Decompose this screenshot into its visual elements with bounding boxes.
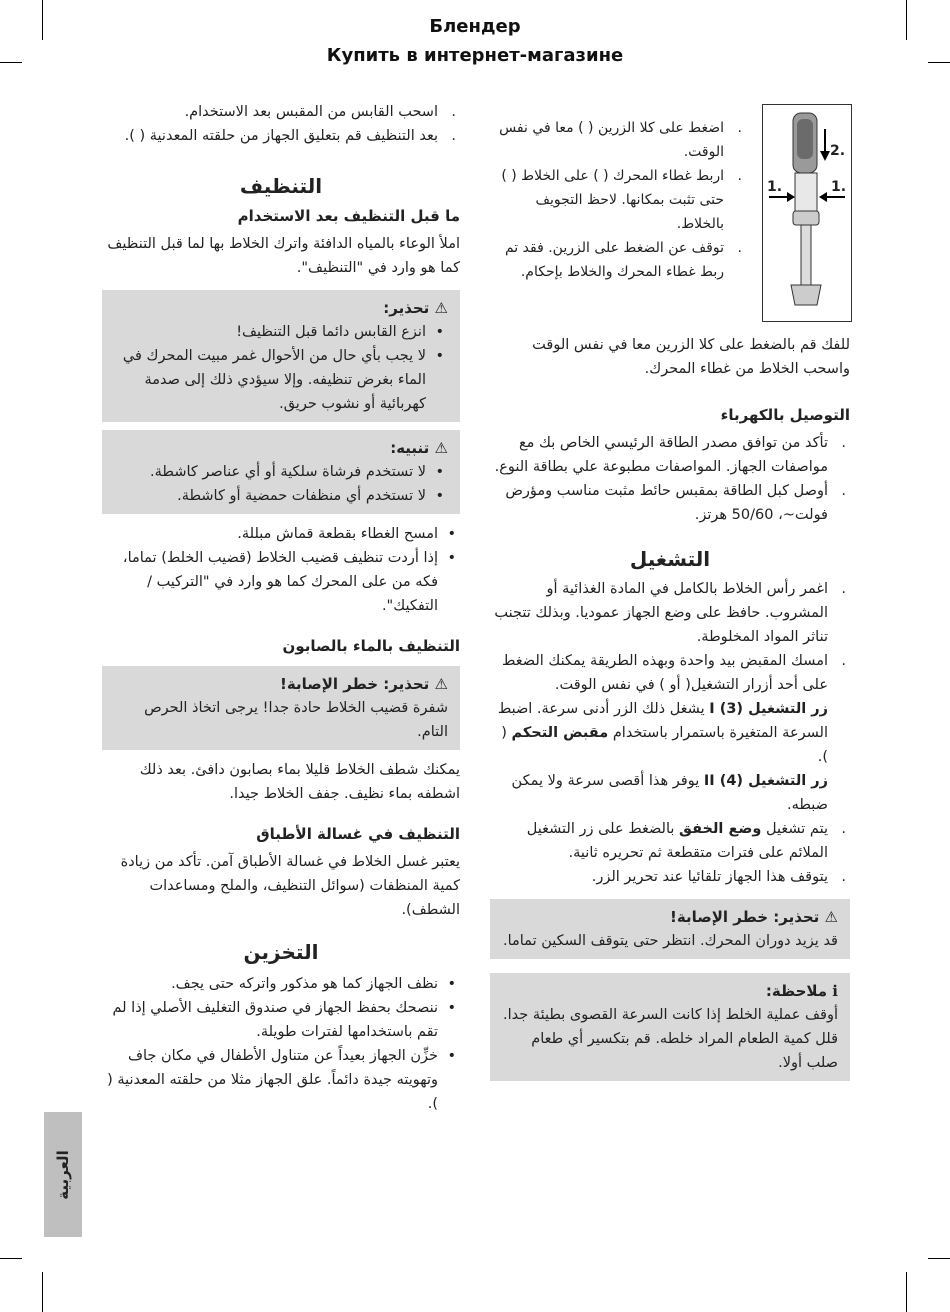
dishwasher-text: يعتبر غسل الخلاط في غسالة الأطباق آمن. تأكد من زيادة كمية المنظفات (سوائل التنظيف، والملح ومساعدات الشطف). (120, 854, 460, 918)
warning-triangle-icon: ⚠ (824, 908, 838, 926)
list-item: . اسحب القابس من المقبس بعد الاستخدام. (102, 100, 460, 124)
button-1-bold: مقبض التحكم (511, 725, 609, 741)
language-tab (44, 1112, 82, 1237)
header-title: Блендер (429, 16, 521, 37)
button-1-row (490, 697, 850, 769)
right-column (490, 333, 850, 1081)
button-2-label: زر التشغيل II (4) (703, 773, 828, 789)
figure-label: 1. (767, 179, 783, 195)
warning-triangle-icon: ⚠ (434, 299, 448, 317)
release-text: للفك قم بالضغط على كلا الزرين معا في نفس الوقت واسحب الخلاط من غطاء المحرك. (532, 337, 850, 377)
list-item: . يتوقف هذا الجهاز تلقائيا عند تحرير الزر. (490, 865, 850, 889)
list-item: . اضغط على كلا الزرين ( ) معا في نفس الوقت. (492, 116, 746, 164)
warning-title: تحذير: (383, 299, 430, 317)
warning-triangle-icon: ⚠ (434, 675, 448, 693)
warning-title: تحذير: خطر الإصابة! (670, 908, 820, 926)
warning-box (490, 899, 850, 959)
info-icon: ℹ (832, 982, 838, 1000)
list-item: • إذا أردت تنظيف قضيب الخلاط (قضيب الخلط) تماما، فكه من على المحرك كما هو وارد في "التركيب / التفكيك". (102, 546, 460, 618)
button-1-tail: ( ). (501, 725, 828, 765)
list-item: . أوصل كبل الطاقة بمقبس حائط مثبت مناسب ومؤرض فولت~، 50/60 هرتز. (490, 479, 850, 527)
injury-title: تحذير: خطر الإصابة! (280, 675, 430, 693)
list-item: • لا تستخدم فرشاة سلكية أو أي عناصر كاشطة. (112, 460, 448, 484)
operation-heading: التشغيل (629, 547, 711, 571)
blender-illustration (763, 105, 851, 321)
warning-text: قد يزيد دوران المحرك. انتظر حتى يتوقف السكين تماما. (502, 933, 838, 949)
soap-text: يمكنك شطف الخلاط قليلا بماء بصابون دافئ. بعد ذلك اشطفه بماء نظيف. جفف الخلاط جيدا. (139, 762, 460, 802)
caution-title: تنبيه: (390, 439, 430, 457)
list-item: • لا تستخدم أي منظفات حمضية أو كاشطة. (112, 484, 448, 508)
button-2-row (490, 769, 850, 817)
connection-heading: التوصيل بالكهرباء (720, 406, 850, 424)
list-item: • ننصحك بحفظ الجهاز في صندوق التغليف الأصلي إذا لم تقم باستخدامها لفترات طويلة. (102, 996, 460, 1044)
left-column (102, 100, 460, 1116)
pre-clean-heading: ما قبل التنظيف بعد الاستخدام (237, 207, 460, 225)
language-tab-label: العربية (54, 1149, 72, 1200)
soap-heading: التنظيف بالماء بالصابون (282, 637, 460, 655)
pre-clean-text: املأ الوعاء بالمياه الدافئة واترك الخلاط بها لما قبل التنظيف كما هو وارد في "التنظيف". (107, 236, 460, 276)
caution-box (102, 430, 460, 514)
note-box (490, 973, 850, 1081)
list-item: • نظف الجهاز كما هو مذكور واتركه حتى يجف. (102, 972, 460, 996)
list-item: • لا يجب بأي حال من الأحوال غمر مبيت المحرك في الماء بغرض تنظيفه. وإلا سيؤدي ذلك إلى صدمة كهربائية أو نشوب حريق. (112, 344, 448, 416)
injury-warning-box (102, 666, 460, 750)
list-item: . اربط غطاء المحرك ( ) على الخلاط ( ) حتى تثبت بمكانها. لاحظ التجويف بالخلاط. (492, 164, 746, 236)
cleaning-heading: التنظيف (239, 174, 323, 198)
header-subtitle: Купить в интернет-магазине (326, 45, 624, 66)
button-1-label: زر التشغيل I (3) (709, 701, 828, 717)
list-item: . بعد التنظيف قم بتعليق الجهاز من حلقته المعدنية ( ). (102, 124, 460, 148)
injury-text: شفرة قضيب الخلاط حادة جدا! يرجى اتخاذ الحرص التام. (144, 700, 448, 740)
caution-triangle-icon: ⚠ (434, 439, 448, 457)
blender-figure (762, 104, 852, 322)
list-item: • امسح الغطاء بقطعة قماش مبللة. (102, 522, 460, 546)
warning-box (102, 290, 460, 422)
list-item: . توقف عن الضغط على الزرين. فقد تم ربط غطاء المحرك والخلاط بإحكام. (492, 236, 746, 284)
crop-mark (906, 1272, 907, 1312)
figure-label: 1. (831, 179, 847, 195)
pulse-pre: يتم تشغيل (766, 821, 828, 837)
note-text: أوقف عملية الخلط إذا كانت السرعة القصوى بطيئة جدا. قلل كمية الطعام المراد خلطه. قم بتكسير أي طعام صلب أولا. (503, 1007, 838, 1071)
list-item (490, 817, 850, 865)
crop-mark (0, 1258, 22, 1259)
dishwasher-heading: التنظيف في غسالة الأطباق (256, 825, 460, 843)
button-2-text: يوفر هذا أقصى سرعة ولا يمكن ضبطه. (511, 773, 828, 813)
storage-heading: التخزين (243, 940, 319, 964)
note-title: ملاحظة: (765, 982, 828, 1000)
crop-mark (42, 1272, 43, 1312)
assembly-steps (492, 116, 746, 284)
list-item: • انزع القابس دائما قبل التنظيف! (112, 320, 448, 344)
list-item: . تأكد من توافق مصدر الطاقة الرئيسي الخاص بك مع مواصفات الجهاز. المواصفات مطبوعة علي بطاقة النوع. (490, 431, 850, 479)
list-item: . امسك المقبض بيد واحدة وبهذه الطريقة يمكنك الضغط على أحد أزرار التشغيل( أو ) في نفس الوقت. (490, 649, 850, 697)
figure-label: 2. (830, 143, 846, 159)
button-1-text: يشغل ذلك الزر أدنى سرعة. اضبط السرعة المتغيرة باستمرار باستخدام (497, 701, 828, 741)
crop-mark (928, 1258, 950, 1259)
list-item: . اغمر رأس الخلاط بالكامل في المادة الغذائية أو المشروب. حافظ على وضع الجهاز عموديا. وبذلك تتجنب تناثر المواد المخلوطة. (490, 577, 850, 649)
list-item: • خزِّن الجهاز بعيداً عن متناول الأطفال في مكان جاف وتهويته جيدة دائماً. علق الجهاز مثلا من حلقته المعدنية ( ). (102, 1044, 460, 1116)
pulse-bold: وضع الخفق (679, 821, 762, 837)
pulse-post: بالضغط على زر التشغيل الملائم على فترات متقطعة ثم تحريره ثانية. (526, 821, 828, 861)
